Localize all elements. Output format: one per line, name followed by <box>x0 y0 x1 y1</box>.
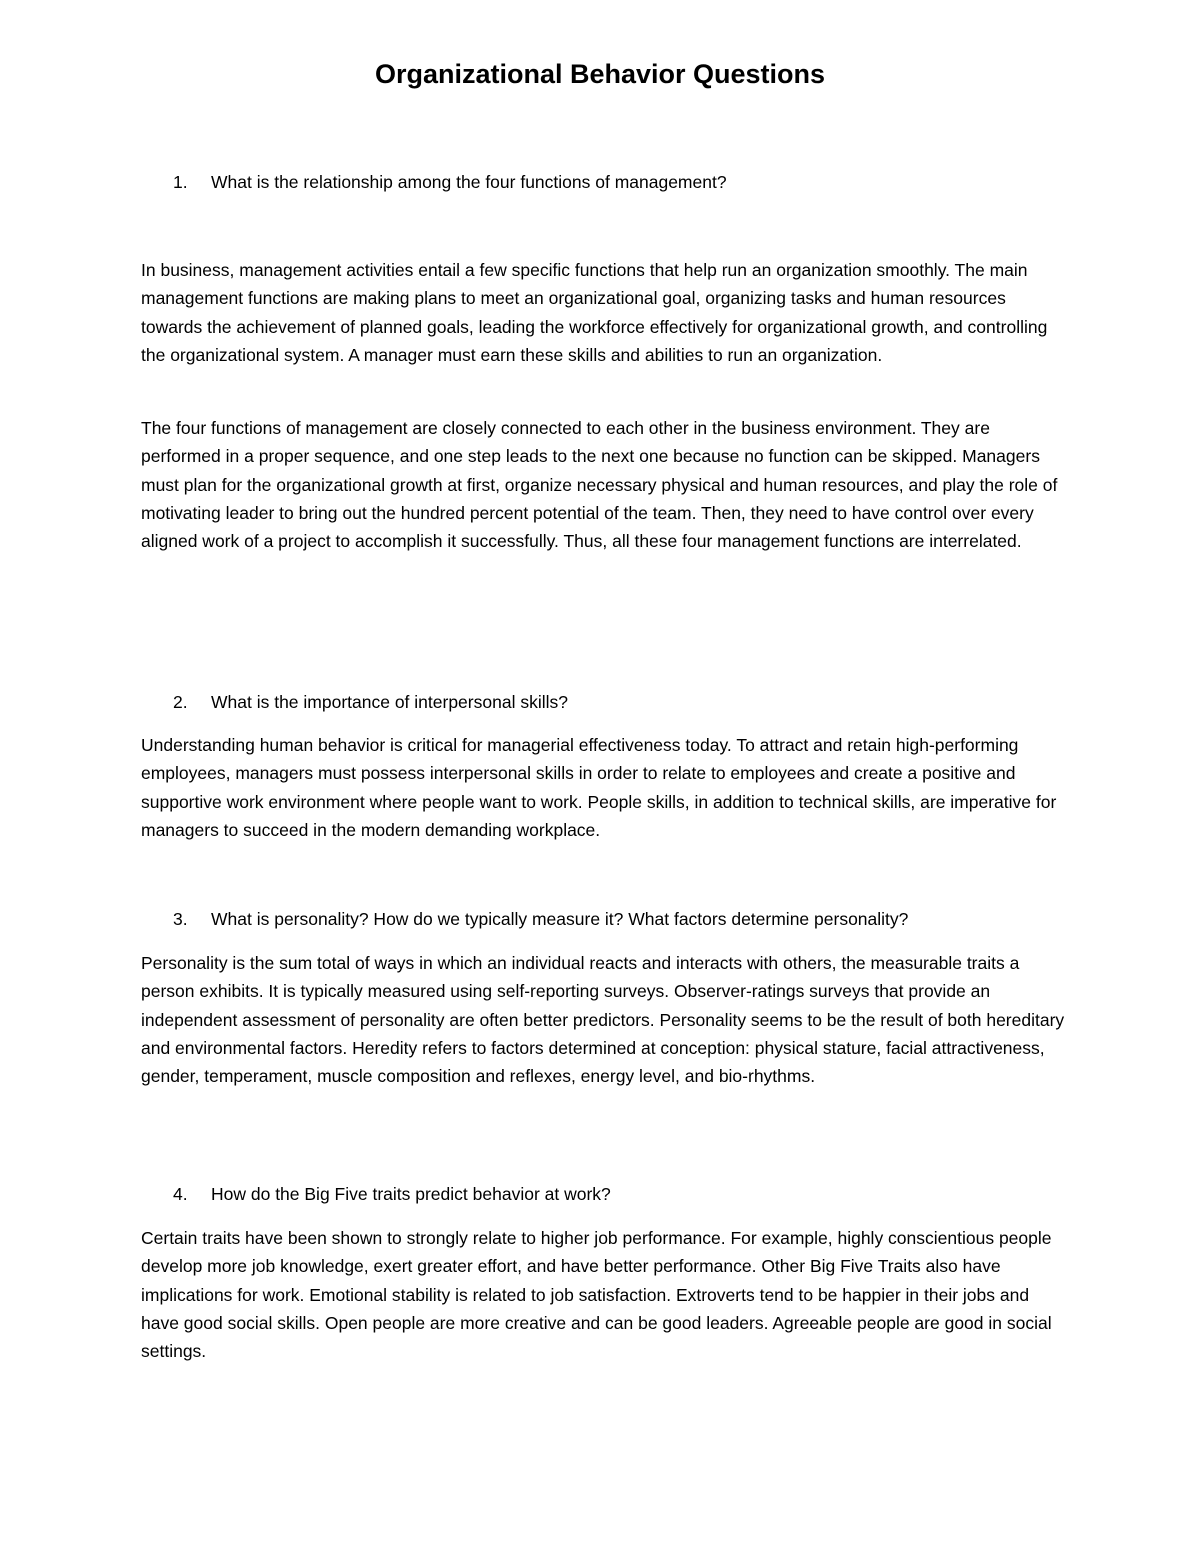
answer-1-paragraph-2: The four functions of management are closely connected to each other in the business environment. They are performed in a proper sequence, and one step leads to the next one because no function can be skipped. Managers must plan for the organizational growth at first, organize necessary physical and human resources, and play the role of motivating leader to bring out the hundred percent potential of the team. Then, they need to have control over every aligned work of a project to accomplish it successfully. Thus, all these four management functions are interrelated. <box>141 418 1058 552</box>
question-1-text: What is the relationship among the four functions of management? <box>211 172 727 192</box>
question-3-number: 3. <box>173 909 188 929</box>
question-2-text: What is the importance of interpersonal skills? <box>211 692 568 712</box>
question-1-number: 1. <box>173 172 188 192</box>
question-4 <box>173 1180 611 1208</box>
answer-3-paragraph-1: Personality is the sum total of ways in which an individual reacts and interacts with others, the measurable traits a person exhibits. It is typically measured using self-reporting surveys. Observer-ratings surveys that provide an independent assessment of personality are often better predictors. Personality seems to be the result of both hereditary and environmental factors. Heredity refers to factors determined at conception: physical stature, facial attractiveness, gender, temperament, muscle composition and reflexes, energy level, and bio-rhythms. <box>141 953 1065 1087</box>
question-3 <box>173 905 908 933</box>
question-4-number: 4. <box>173 1184 188 1204</box>
answer-1-paragraph-1: In business, management activities entail a few specific functions that help run an organization smoothly. The main management functions are making plans to meet an organizational goal, organizing tasks and human resources towards the achievement of planned goals, leading the workforce effectively for organizational growth, and controlling the organizational system. A manager must earn these skills and abilities to run an organization. <box>141 260 1048 365</box>
question-3-text: What is personality? How do we typically measure it? What factors determine personality? <box>211 909 909 929</box>
answer-4-paragraph-1: Certain traits have been shown to strongly relate to higher job performance. For example, highly conscientious people develop more job knowledge, exert greater effort, and have better performance. Other Big Five Traits also have implications for work. Emotional stability is related to job satisfaction. Extroverts tend to be happier in their jobs and have good social skills. Open people are more creative and can be good leaders. Agreeable people are good in social settings. <box>141 1228 1052 1362</box>
question-1 <box>173 168 727 196</box>
answer-2-paragraph-1: Understanding human behavior is critical for managerial effectiveness today. To attract and retain high-performing employees, managers must possess interpersonal skills in order to relate to employees and create a positive and supportive work environment where people want to work. People skills, in addition to technical skills, are imperative for managers to succeed in the modern demanding workplace. <box>141 735 1057 840</box>
document-title: Organizational Behavior Questions <box>374 59 826 89</box>
question-4-text: How do the Big Five traits predict behavior at work? <box>211 1184 611 1204</box>
question-2 <box>173 688 568 716</box>
question-2-number: 2. <box>173 692 188 712</box>
